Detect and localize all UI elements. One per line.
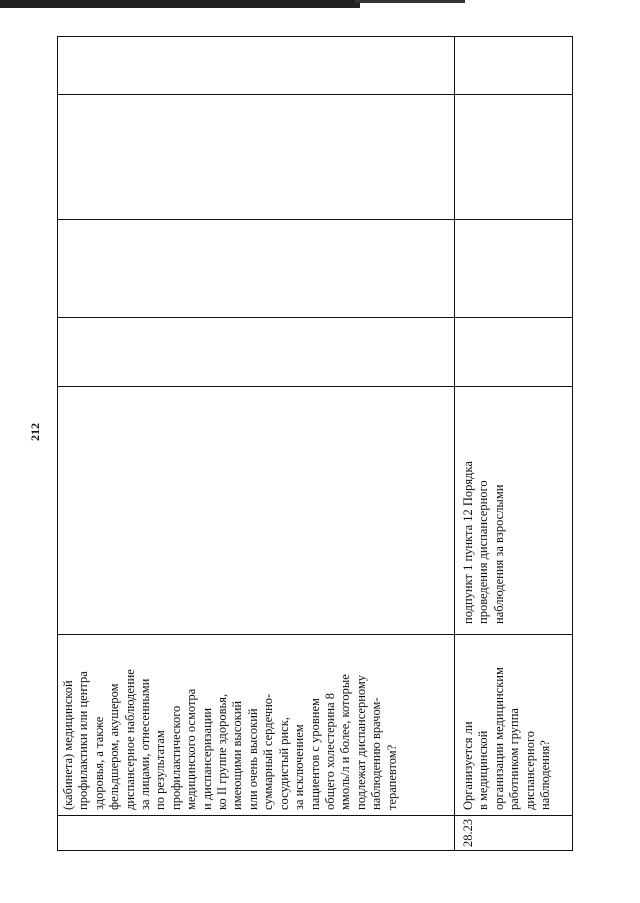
question-cell xyxy=(61,638,400,810)
question-line: или очень высокий xyxy=(245,708,260,810)
question-line: наблюдению врачом- xyxy=(369,697,384,810)
question-line: терапевтом? xyxy=(384,744,399,810)
question-cell xyxy=(461,638,553,810)
question-line: медицинского осмотра xyxy=(184,688,199,810)
question-line: наблюдения? xyxy=(538,740,553,810)
column-divider xyxy=(58,634,572,635)
question-line: подлежат диспансерному xyxy=(353,674,368,810)
question-line: за исключением xyxy=(292,724,307,810)
page-number: 212 xyxy=(28,423,42,441)
question-line: работником группа xyxy=(507,708,522,810)
question-line: профилактического xyxy=(168,705,183,810)
question-line: диспансерное наблюдение xyxy=(122,669,137,810)
question-line: здоровья, а также xyxy=(91,716,106,810)
question-line: в медицинской xyxy=(476,730,491,810)
question-line: по результатам xyxy=(153,730,168,810)
item-number: 28.23 xyxy=(461,818,475,847)
reference-line: подпункт 1 пункта 12 Порядка xyxy=(461,461,475,624)
question-line: ко II группе здоровья, xyxy=(215,693,230,810)
reference-cell xyxy=(461,388,507,624)
row-divider xyxy=(454,37,455,850)
reference-line: наблюдения за взрослыми xyxy=(491,484,506,624)
question-line: пациентов с уровнем xyxy=(307,698,322,810)
column-divider xyxy=(58,815,572,816)
question-line: диспансерного xyxy=(522,730,537,810)
question-line: общего холестерина 8 xyxy=(322,692,337,810)
reference-line: проведения диспансерного xyxy=(476,480,491,624)
question-line: фельдшером, акушером xyxy=(107,683,122,810)
question-line: суммарный сердечно- xyxy=(261,693,276,810)
question-line: Организуется ли xyxy=(461,721,475,810)
column-divider xyxy=(58,219,572,220)
question-line: (кабинета) медицинской xyxy=(61,680,75,810)
question-line: сосудистый риск, xyxy=(276,717,291,810)
question-line: профилактики или центра xyxy=(76,671,91,810)
question-line: и диспансеризации xyxy=(199,707,214,810)
question-line: имеющими высокий xyxy=(230,700,245,810)
question-line: организации медицинским xyxy=(491,667,506,810)
column-divider xyxy=(58,386,572,387)
question-line: ммоль/л и более, которые xyxy=(338,674,353,810)
question-line: за лицами, отнесенными xyxy=(138,678,153,810)
column-divider xyxy=(58,94,572,95)
checklist-table xyxy=(57,36,573,851)
column-divider xyxy=(58,317,572,318)
item-number-cell xyxy=(461,817,476,847)
